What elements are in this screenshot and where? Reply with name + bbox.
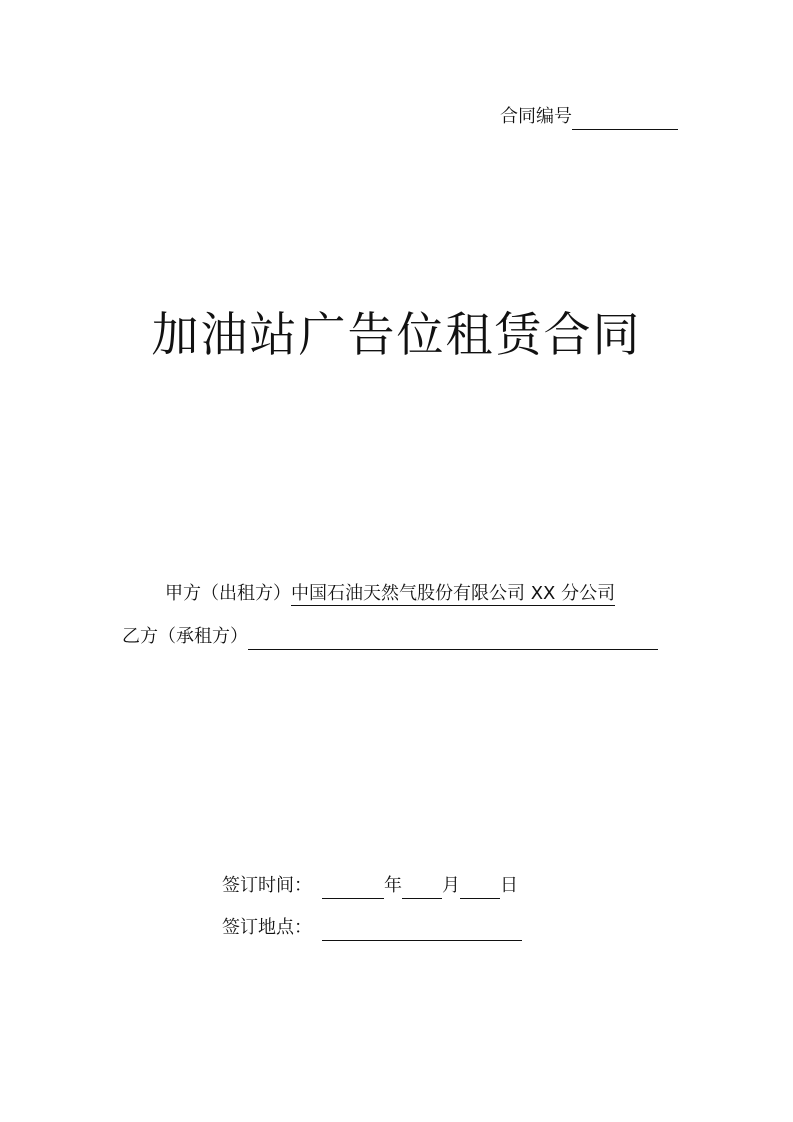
contract-number-blank [572, 107, 678, 130]
signing-place-blank [322, 918, 522, 941]
party-b-blank [248, 627, 658, 650]
party-a-line [165, 581, 615, 607]
party-a-name: 中国石油天然气股份有限公司 XX 分公司 [291, 583, 616, 604]
party-b-label: 乙方（承租方） [122, 626, 248, 647]
signing-time-line [222, 873, 518, 899]
signing-day-blank [460, 876, 500, 899]
signing-year-label: 年 [384, 875, 402, 896]
signing-place-label: 签订地点： [222, 917, 312, 938]
document-title: 加油站广告位租赁合同 [151, 308, 642, 363]
signing-month-blank [402, 876, 442, 899]
signing-year-blank [322, 876, 384, 899]
signing-place-line [222, 915, 522, 941]
contract-number-label: 合同编号 [500, 106, 572, 127]
signing-month-label: 月 [442, 875, 460, 896]
signing-day-label: 日 [500, 875, 518, 896]
contract-number-line [500, 104, 678, 130]
signing-time-label: 签订时间： [222, 875, 312, 896]
party-b-line [122, 624, 658, 650]
party-a-label: 甲方（出租方） [165, 583, 291, 604]
